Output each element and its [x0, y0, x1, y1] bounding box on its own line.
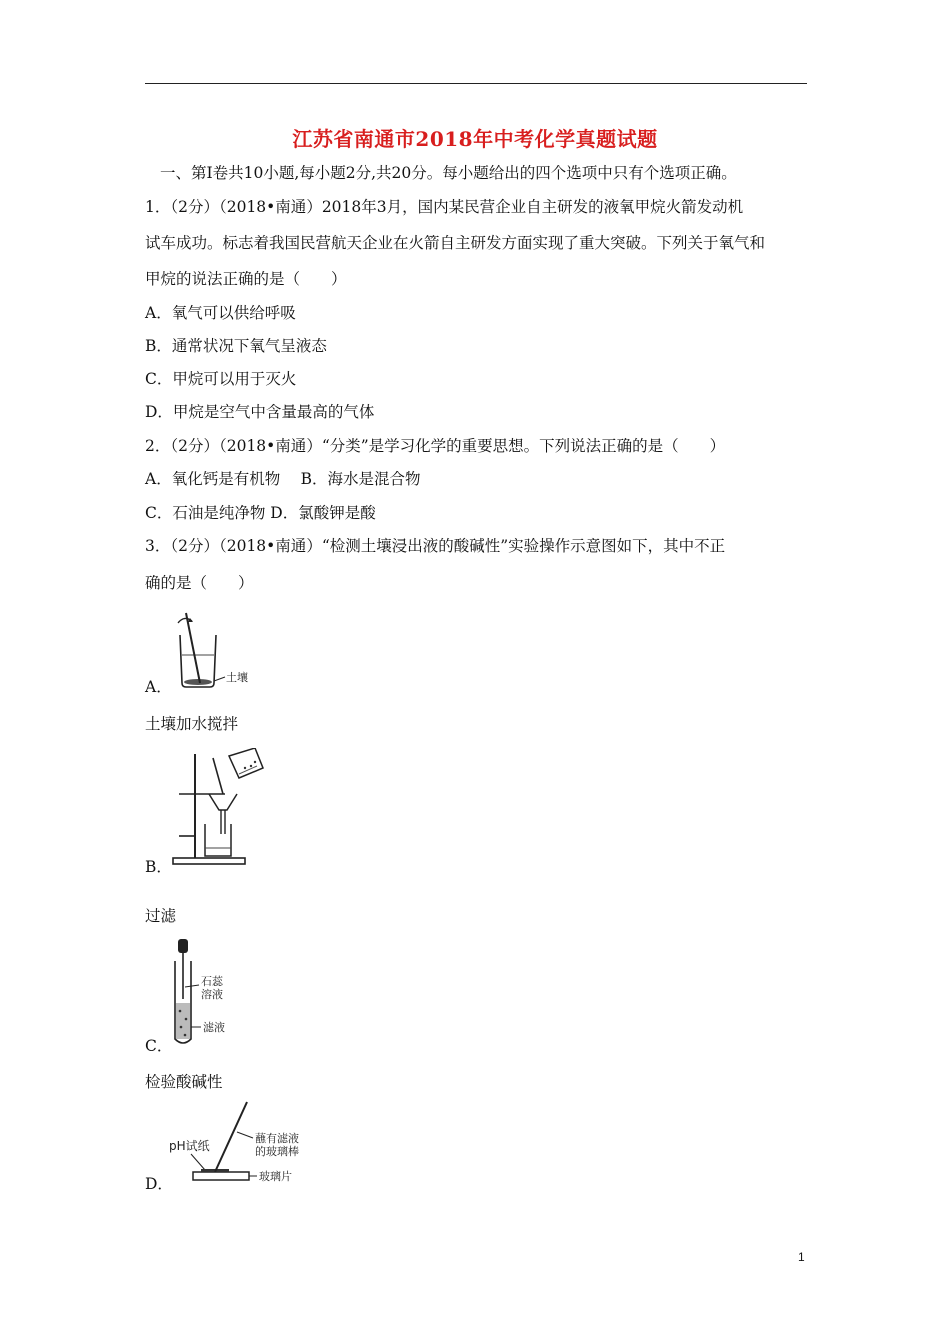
- page-title: 江苏省南通市2018年中考化学真题试题: [292, 127, 658, 151]
- figure-d-ph-paper: [165, 1098, 345, 1193]
- label-litmus-b: 溶液: [201, 988, 223, 1001]
- q3-stem-line1: 3．（2分）（2018•南通）“检测土壤浸出液的酸碱性”实验操作示意图如下，其中不正: [145, 537, 726, 555]
- q1-stem-line3: 甲烷的说法正确的是（ ）: [145, 270, 347, 288]
- figure-a-stirring: [170, 605, 260, 690]
- q3-option-d-letter: D．: [145, 1175, 173, 1193]
- label-ph-paper: pH试纸: [169, 1139, 210, 1153]
- q2-options-row1: A．氧化钙是有机物 B．海水是混合物: [145, 470, 421, 488]
- q1-option-c: C．甲烷可以用于灭火: [145, 370, 297, 388]
- q1-stem-line2: 试车成功。标志着我国民营航天企业在火箭自主研发方面实现了重大突破。下列关于氧气和: [145, 234, 766, 252]
- q3-option-b-letter: B．: [145, 858, 172, 876]
- label-rod-b: 的玻璃棒: [255, 1145, 299, 1158]
- figure-b-filtration: [165, 748, 270, 866]
- q3-option-c-letter: C．: [145, 1037, 173, 1055]
- q3-option-a-caption: 土壤加水搅拌: [145, 715, 239, 733]
- q3-stem-line2: 确的是（ ）: [145, 574, 254, 592]
- q1-option-d: D．甲烷是空气中含量最高的气体: [145, 403, 375, 421]
- header-rule: [145, 83, 807, 84]
- q1-stem-line1: 1．（2分）（2018•南通）2018年3月，国内某民营企业自主研发的液氧甲烷火箭发动机: [145, 198, 744, 216]
- q3-option-c-caption: 检验酸碱性: [145, 1073, 223, 1091]
- label-rod-a: 蘸有滤液: [255, 1132, 299, 1145]
- q3-option-a-letter: A．: [145, 678, 172, 696]
- figure-c-litmus-test: [165, 935, 255, 1050]
- label-litmus-a: 石蕊: [201, 975, 223, 988]
- q2-options-row2: C．石油是纯净物 D．氯酸钾是酸: [145, 504, 376, 522]
- q2-stem: 2．（2分）（2018•南通）“分类”是学习化学的重要思想。下列说法正确的是（ ）: [145, 437, 726, 455]
- label-filtrate: 滤液: [203, 1021, 225, 1034]
- label-soil: 土壤: [226, 671, 248, 684]
- page-number: 1: [798, 1250, 805, 1264]
- label-glass-plate: 玻璃片: [259, 1170, 292, 1183]
- q1-option-b: B．通常状况下氧气呈液态: [145, 337, 327, 355]
- q3-option-b-caption: 过滤: [145, 907, 177, 925]
- q1-option-a: A．氧气可以供给呼吸: [145, 304, 296, 322]
- section-heading: 一、第Ⅰ卷共10小题,每小题2分,共20分。每小题给出的四个选项中只有个选项正确。: [160, 164, 737, 182]
